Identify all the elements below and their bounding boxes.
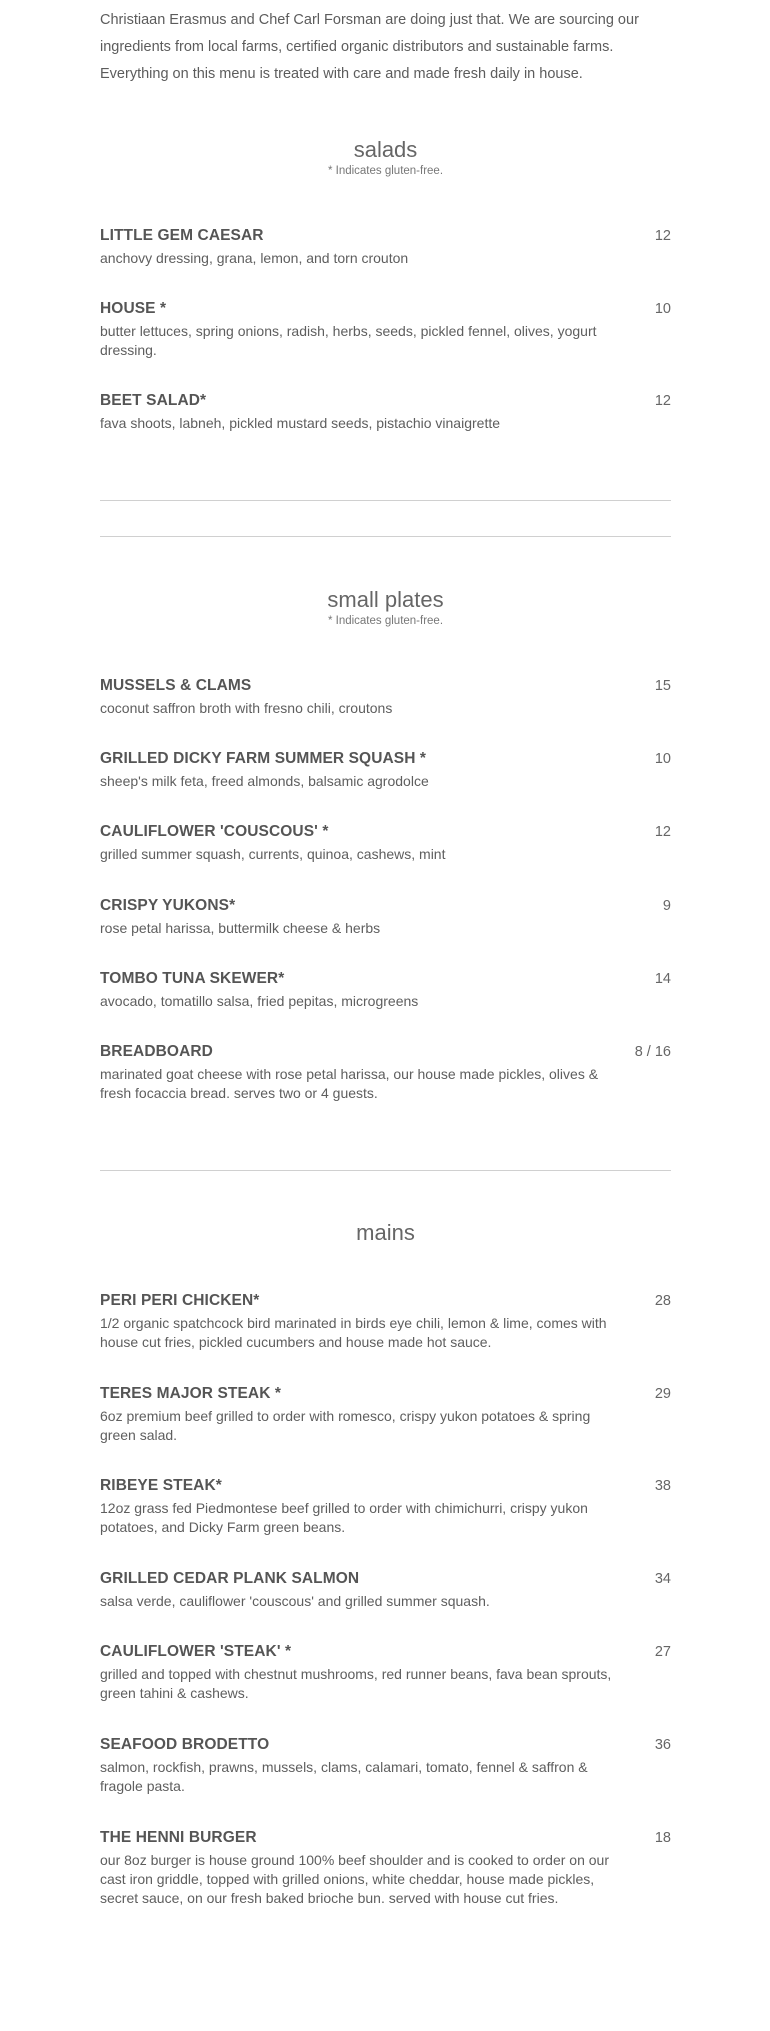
item-name: GRILLED DICKY FARM SUMMER SQUASH * bbox=[100, 750, 427, 767]
section-divider bbox=[100, 536, 671, 537]
item-name: CRISPY YUKONS* bbox=[100, 897, 236, 914]
item-price: 12 bbox=[654, 393, 671, 409]
item-description: salmon, rockfish, prawns, mussels, clams, calamari, tomato, fennel & saffron & fragole pasta. bbox=[100, 1759, 588, 1794]
section-title-mains: mains bbox=[356, 1220, 415, 1245]
item-name: TOMBO TUNA SKEWER* bbox=[100, 970, 285, 987]
menu-item bbox=[100, 1569, 671, 1611]
menu-item bbox=[100, 299, 671, 360]
item-price: 28 bbox=[654, 1293, 671, 1309]
item-name: RIBEYE STEAK* bbox=[100, 1477, 222, 1494]
section-divider bbox=[100, 500, 671, 501]
item-name: SEAFOOD BRODETTO bbox=[100, 1736, 270, 1753]
item-description: sheep's milk feta, freed almonds, balsamic agrodolce bbox=[100, 773, 429, 789]
item-price: 12 bbox=[654, 228, 671, 244]
section-title-salads: salads bbox=[353, 137, 418, 162]
item-description: marinated goat cheese with rose petal harissa, our house made pickles, olives & fresh focaccia bread. serves two or 4 guests. bbox=[100, 1066, 599, 1101]
item-name: TERES MAJOR STEAK * bbox=[100, 1385, 282, 1402]
item-price: 8 / 16 bbox=[634, 1044, 671, 1060]
item-description: coconut saffron broth with fresno chili, croutons bbox=[100, 700, 393, 716]
item-price: 29 bbox=[654, 1386, 671, 1402]
menu-item bbox=[100, 969, 671, 1011]
item-description: butter lettuces, spring onions, radish, herbs, seeds, pickled fennel, olives, yogurt dressing. bbox=[100, 323, 597, 358]
intro-text: Christiaan Erasmus and Chef Carl Forsman are doing just that. We are sourcing our ingredients from local farms, certified organic distributors and sustainable farms. Everything on this menu is treated with care and made fresh daily in house. bbox=[100, 12, 639, 82]
gluten-free-note: * Indicates gluten-free. bbox=[327, 165, 444, 177]
item-price: 15 bbox=[654, 678, 671, 694]
item-price: 14 bbox=[654, 971, 671, 987]
gluten-free-note: * Indicates gluten-free. bbox=[327, 615, 444, 627]
section-salads bbox=[100, 137, 671, 179]
menu-item bbox=[100, 676, 671, 718]
item-description: our 8oz burger is house ground 100% beef shoulder and is cooked to order on our cast iron griddle, topped with grilled onions, white cheddar, house made pickles, secret sauce, on our fresh baked brioche bun. served with house cut fries. bbox=[100, 1852, 610, 1906]
item-description: anchovy dressing, grana, lemon, and torn crouton bbox=[100, 250, 409, 266]
item-description: grilled and topped with chestnut mushrooms, red runner beans, fava bean sprouts, green tahini & cashews. bbox=[100, 1666, 612, 1701]
item-price: 36 bbox=[654, 1737, 671, 1753]
item-name: LITTLE GEM CAESAR bbox=[100, 227, 264, 244]
item-name: CAULIFLOWER 'STEAK' * bbox=[100, 1643, 292, 1660]
item-name: BREADBOARD bbox=[100, 1043, 213, 1060]
menu-item bbox=[100, 1642, 671, 1703]
item-name: BEET SALAD* bbox=[100, 392, 207, 409]
item-description: fava shoots, labneh, pickled mustard seeds, pistachio vinaigrette bbox=[100, 415, 501, 431]
item-price: 34 bbox=[654, 1571, 671, 1587]
menu-item bbox=[100, 1384, 671, 1445]
item-price: 10 bbox=[654, 301, 671, 317]
item-price: 18 bbox=[654, 1830, 671, 1846]
section-title-small-plates: small plates bbox=[327, 587, 444, 612]
menu-item bbox=[100, 391, 671, 433]
item-name: CAULIFLOWER 'COUSCOUS' * bbox=[100, 823, 329, 840]
item-name: PERI PERI CHICKEN* bbox=[100, 1292, 260, 1309]
menu-item bbox=[100, 1476, 671, 1537]
item-description: grilled summer squash, currents, quinoa, cashews, mint bbox=[100, 846, 446, 862]
menu-item bbox=[100, 1042, 671, 1103]
item-name: HOUSE * bbox=[100, 300, 167, 317]
menu-item bbox=[100, 822, 671, 864]
menu-item bbox=[100, 749, 671, 791]
item-price: 12 bbox=[654, 824, 671, 840]
item-description: avocado, tomatillo salsa, fried pepitas, microgreens bbox=[100, 993, 419, 1009]
item-name: MUSSELS & CLAMS bbox=[100, 677, 252, 694]
item-name: GRILLED CEDAR PLANK SALMON bbox=[100, 1570, 360, 1587]
item-price: 10 bbox=[654, 751, 671, 767]
intro-block bbox=[100, 0, 680, 88]
menu-item bbox=[100, 1291, 671, 1352]
item-description: 12oz grass fed Piedmontese beef grilled to order with chimichurri, crispy yukon potatoes, and Dicky Farm green beans. bbox=[100, 1500, 588, 1535]
menu-item bbox=[100, 226, 671, 268]
section-divider bbox=[100, 1170, 671, 1171]
item-price: 9 bbox=[662, 898, 671, 914]
menu-item bbox=[100, 1735, 671, 1796]
menu-item bbox=[100, 1828, 671, 1908]
menu-item bbox=[100, 896, 671, 938]
section-mains bbox=[100, 1220, 671, 1246]
item-description: rose petal harissa, buttermilk cheese & herbs bbox=[100, 920, 381, 936]
item-description: salsa verde, cauliflower 'couscous' and grilled summer squash. bbox=[100, 1593, 490, 1609]
section-small-plates bbox=[100, 587, 671, 629]
item-price: 27 bbox=[654, 1644, 671, 1660]
item-name: THE HENNI BURGER bbox=[100, 1829, 257, 1846]
item-description: 1/2 organic spatchcock bird marinated in birds eye chili, lemon & lime, comes with house cut fries, pickled cucumbers and house made hot sauce. bbox=[100, 1315, 607, 1350]
item-description: 6oz premium beef grilled to order with romesco, crispy yukon potatoes & spring green salad. bbox=[100, 1408, 591, 1443]
item-price: 38 bbox=[654, 1478, 671, 1494]
